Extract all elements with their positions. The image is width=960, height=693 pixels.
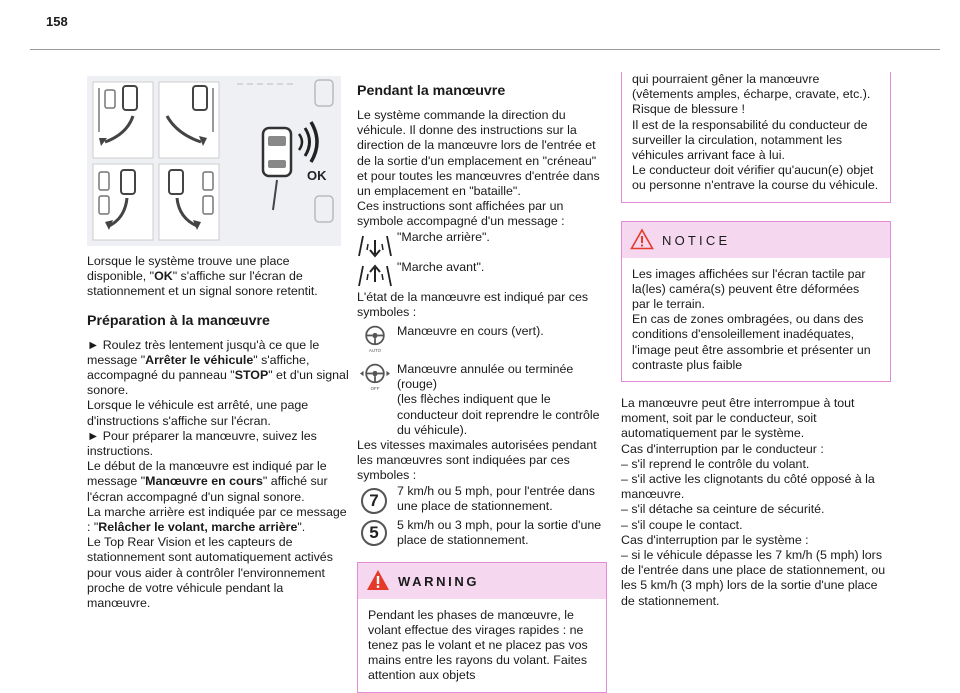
notice-box	[621, 221, 891, 382]
speed-intro: Les vitesses maximales autorisées pendant les manœuvres sont indiquées par ces symboles :	[357, 438, 597, 483]
notice-triangle-icon	[630, 228, 654, 250]
during-text: Le système commande la direction du véhicule. Il donne des instructions sur la direction de la manœuvre lors de l'entrée et de la sortie d'un emplacement en "créneau" et pour toutes les manœuvres d'entrée dans un emplacement en "bataille".	[357, 108, 600, 199]
column-left	[87, 76, 350, 611]
warning-continued-check: Le conducteur doit vérifier qu'aucun(e) objet ou personne n'entrave la course du véhicule.	[632, 163, 879, 193]
symbol-off-detail: (les flèches indiquent que le conducteur doit reprendre le contrôle du véhicule).	[397, 392, 600, 437]
speed-5-badge: 5	[361, 520, 387, 546]
symbol-auto-label: Manœuvre en cours (vert).	[397, 324, 544, 339]
speed-7-row	[357, 484, 607, 518]
auto-label: AUTO	[368, 348, 382, 354]
steering-auto-icon	[357, 324, 393, 354]
reverse-arrow-icon	[357, 230, 393, 260]
warning-continued-text: qui pourraient gêner la manœuvre (vêtements amples, écharpe, cravate, etc.). Risque de blessure !	[632, 72, 871, 117]
interruption-driver-item: – s'il détache sa ceinture de sécurité.	[621, 502, 825, 517]
interruption-driver-heading: Cas d'interruption par le conducteur :	[621, 441, 824, 456]
interruption-intro: La manœuvre peut être interrompue à tout moment, soit par le conducteur, soit automatiquement par le système.	[621, 396, 855, 441]
preparation-reverse: La marche arrière est indiquée par ce message : "Relâcher le volant, marche arrière".	[87, 504, 347, 535]
notice-text-shade: En cas de zones ombragées, ou dans des conditions d'ensoleillement inadéquates, l'image peut être assombrie et présenter un contraste plus faible	[632, 312, 871, 372]
symbol-forward-row	[357, 260, 607, 290]
warning-header	[358, 563, 606, 599]
preparation-start: Le début de la manœuvre est indiqué par le message "Manœuvre en cours" affiché sur l'écran accompagné d'un signal sonore.	[87, 459, 328, 504]
page-number: 158	[46, 14, 68, 29]
steering-off-icon	[357, 362, 393, 392]
column-middle	[357, 76, 607, 693]
interruption-system-item: – si le véhicule dépasse les 7 km/h (5 mph) lors de l'entrée dans une place de stationnement, ou les 5 km/h (3 mph) lors de la sortie d'une place de stationnement.	[621, 548, 886, 608]
interruption-system-heading: Cas d'interruption par le système :	[621, 532, 809, 547]
warning-triangle-icon	[366, 569, 390, 591]
speed-5-row	[357, 518, 607, 550]
speed-5-text: 5 km/h ou 3 mph, pour la sortie d'une place de stationnement.	[397, 517, 602, 547]
warning-box	[357, 562, 607, 693]
warning-continued-responsibility: Il est de la responsabilité du conducteur de surveiller la circulation, notamment les véhicules arrivant face à lui.	[632, 117, 868, 163]
off-label: OFF	[370, 386, 380, 392]
heading-preparation: Préparation à la manœuvre	[87, 312, 270, 329]
warning-text: Pendant les phases de manœuvre, le volant effectue des virages rapides : ne tenez pas le volant et ne placez pas vos mains entre les rayons du volant. Faites attention aux objets	[368, 607, 588, 683]
speed-7-text: 7 km/h ou 5 mph, pour l'entrée dans une place de stationnement.	[397, 483, 595, 513]
parking-illustration	[87, 76, 341, 246]
interruption-section	[621, 396, 891, 609]
column-right	[621, 72, 891, 609]
warning-title: WARNING	[398, 573, 480, 589]
interruption-driver-item: – s'il reprend le contrôle du volant.	[621, 456, 810, 471]
preparation-sensors: Le Top Rear Vision et les capteurs de stationnement sont automatiquement activés pour vous aider à contrôler l'environnement proche de votre véhicule pendant la manœuvre.	[87, 535, 333, 611]
symbol-off-label: Manœuvre annulée ou terminée (rouge)	[397, 362, 574, 392]
notice-title: NOTICE	[662, 232, 731, 248]
preparation-stopped: Lorsque le véhicule est arrêté, une page d'instructions s'affiche sur l'écran.	[87, 398, 309, 428]
speed-7-badge: 7	[361, 488, 387, 514]
preparation-text: ► Roulez très lentement jusqu'à ce que le message "Arrêter le véhicule" s'affiche, accompagné du panneau "STOP" et d'un signal sonore.	[87, 337, 349, 398]
status-symbols-intro: L'état de la manœuvre est indiqué par ces symboles :	[357, 289, 589, 319]
symbol-forward-label: "Marche avant".	[397, 259, 485, 274]
warning-continued-box	[621, 72, 891, 203]
notice-header	[622, 222, 890, 258]
notice-body	[622, 258, 890, 381]
symbol-reverse-row	[357, 230, 607, 260]
interruption-driver-item: – s'il coupe le contact.	[621, 517, 743, 532]
preparation-follow: ► Pour préparer la manœuvre, suivez les instructions.	[87, 428, 317, 459]
during-symbols-intro: Ces instructions sont affichées par un symbole accompagné d'un message :	[357, 199, 565, 229]
intro-text: Lorsque le système trouve une place disponible, "OK" s'affiche sur l'écran de stationnement et un signal sonore retentit.	[87, 254, 318, 299]
interruption-driver-item: – s'il active les clignotants du côté opposé à la manœuvre.	[621, 472, 875, 502]
heading-during: Pendant la manœuvre	[357, 83, 506, 99]
parking-diagram	[87, 76, 341, 246]
notice-text: Les images affichées sur l'écran tactile par la(les) caméra(s) peuvent être déformées par le terrain.	[632, 266, 866, 312]
ok-label: OK	[307, 168, 327, 183]
symbol-auto-row	[357, 324, 607, 358]
header-rule	[30, 49, 940, 50]
forward-arrow-icon	[357, 260, 393, 290]
symbol-reverse-label: "Marche arrière".	[397, 229, 490, 244]
symbol-off-row	[357, 362, 607, 438]
